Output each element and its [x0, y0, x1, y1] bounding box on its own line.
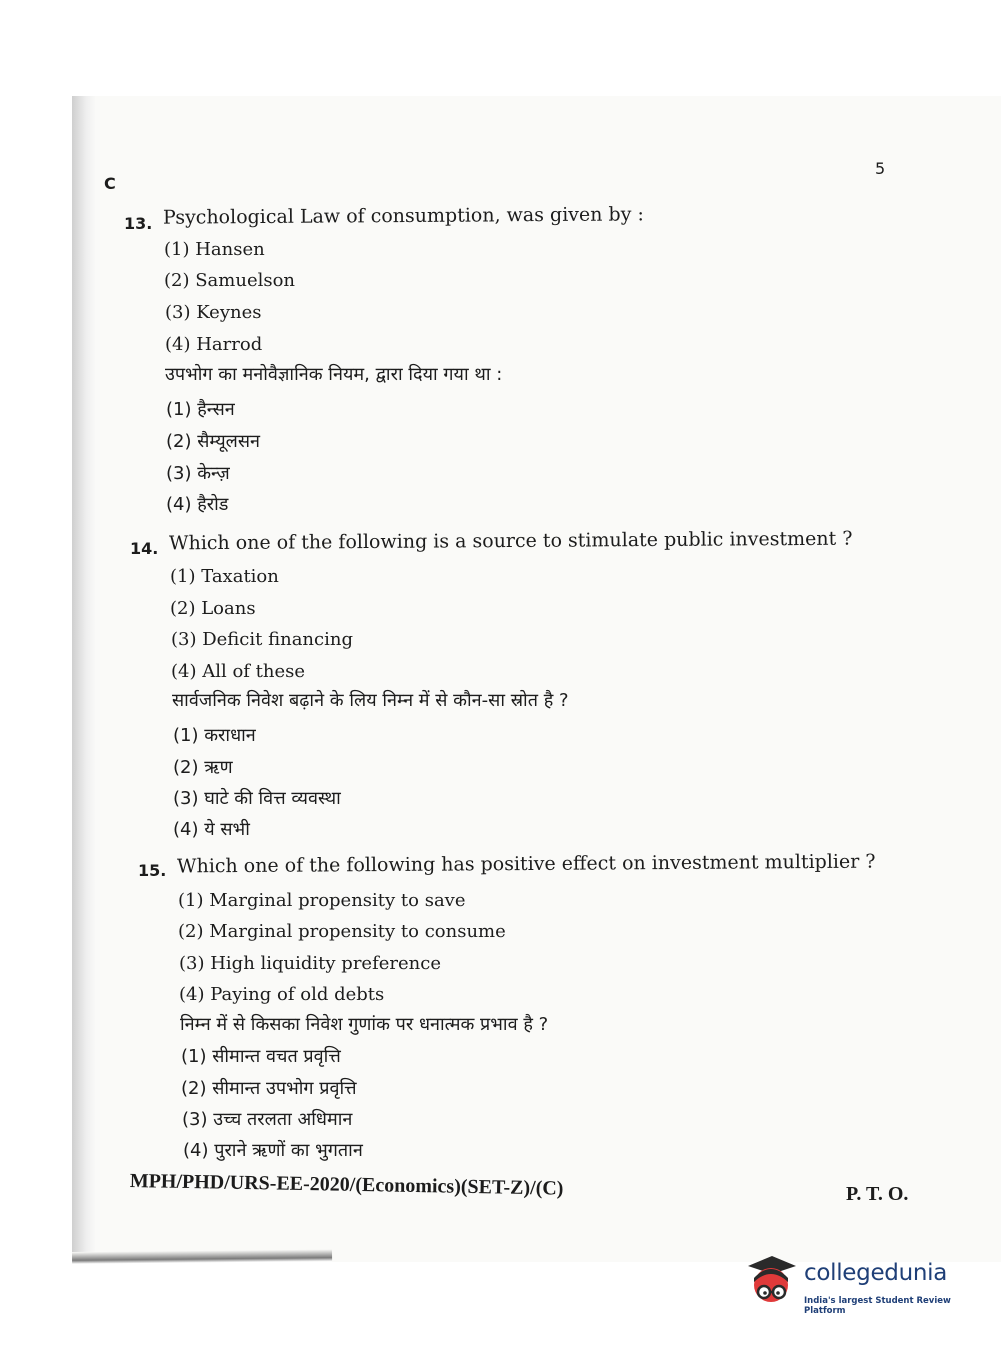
option-en: (2) Loans — [170, 598, 256, 619]
question-text-en: Which one of the following is a source to stimulate public investment ? — [168, 527, 853, 555]
option-en: (3) Keynes — [165, 302, 262, 323]
option-hi: (2) ऋण — [173, 757, 233, 778]
question-text-hi: निम्न में से किसका निवेश गुणांक पर धनात्मक प्रभाव है ? — [180, 1014, 549, 1035]
option-en: (3) High liquidity preference — [179, 953, 441, 974]
footer-exam-code: MPH/PHD/URS-EE-2020/(Economics)(SET-Z)/(C) — [129, 1170, 564, 1200]
option-hi: (3) केन्ज़ — [166, 463, 230, 484]
footer-pto: P. T. O. — [846, 1183, 909, 1205]
option-hi: (1) हैन्सन — [166, 399, 235, 420]
question-number: 15. — [138, 861, 167, 880]
watermark-tagline: India's largest Student Review Platform — [804, 1296, 951, 1316]
question-number: 13. — [124, 214, 153, 233]
option-hi: (1) कराधान — [173, 725, 256, 746]
option-en: (1) Marginal propensity to save — [178, 890, 466, 911]
option-hi: (1) सीमान्त वचत प्रवृत्ति — [181, 1046, 341, 1067]
option-en: (3) Deficit financing — [171, 629, 353, 650]
page-edge-shadow — [72, 96, 96, 1262]
option-en: (4) All of these — [171, 661, 306, 682]
option-hi: (2) सीमान्त उपभोग प्रवृत्ति — [181, 1078, 357, 1099]
option-en: (1) Taxation — [170, 566, 279, 587]
page-number: 5 — [875, 159, 886, 178]
option-en: (2) Marginal propensity to consume — [178, 921, 506, 942]
option-en: (4) Paying of old debts — [179, 984, 385, 1005]
question-number: 14. — [130, 539, 159, 558]
watermark-brand-name: collegedunia — [804, 1260, 948, 1286]
option-hi: (4) पुराने ऋणों का भुगतान — [183, 1140, 363, 1161]
question-text-en: Psychological Law of consumption, was given by : — [162, 203, 644, 229]
option-hi: (3) उच्च तरलता अधिमान — [182, 1109, 353, 1130]
option-hi: (2) सैम्यूलसन — [166, 431, 261, 452]
option-en: (2) Samuelson — [164, 270, 296, 291]
question-text-en: Which one of the following has positive effect on investment multiplier ? — [176, 850, 876, 878]
set-letter: C — [104, 174, 116, 193]
option-hi: (4) हैरोड — [166, 494, 229, 515]
option-hi: (3) घाटे की वित्त व्यवस्था — [173, 788, 341, 809]
option-hi: (4) ये सभी — [173, 819, 250, 840]
question-text-hi: उपभोग का मनोवैज्ञानिक नियम, द्वारा दिया गया था : — [165, 364, 503, 385]
option-en: (1) Hansen — [164, 239, 265, 260]
question-text-hi: सार्वजनिक निवेश बढ़ाने के लिय निम्न में से कौन-सा स्रोत है ? — [172, 690, 569, 711]
mascot-icon — [740, 1252, 802, 1314]
collegedunia-watermark — [740, 1250, 970, 1320]
option-en: (4) Harrod — [165, 334, 263, 355]
